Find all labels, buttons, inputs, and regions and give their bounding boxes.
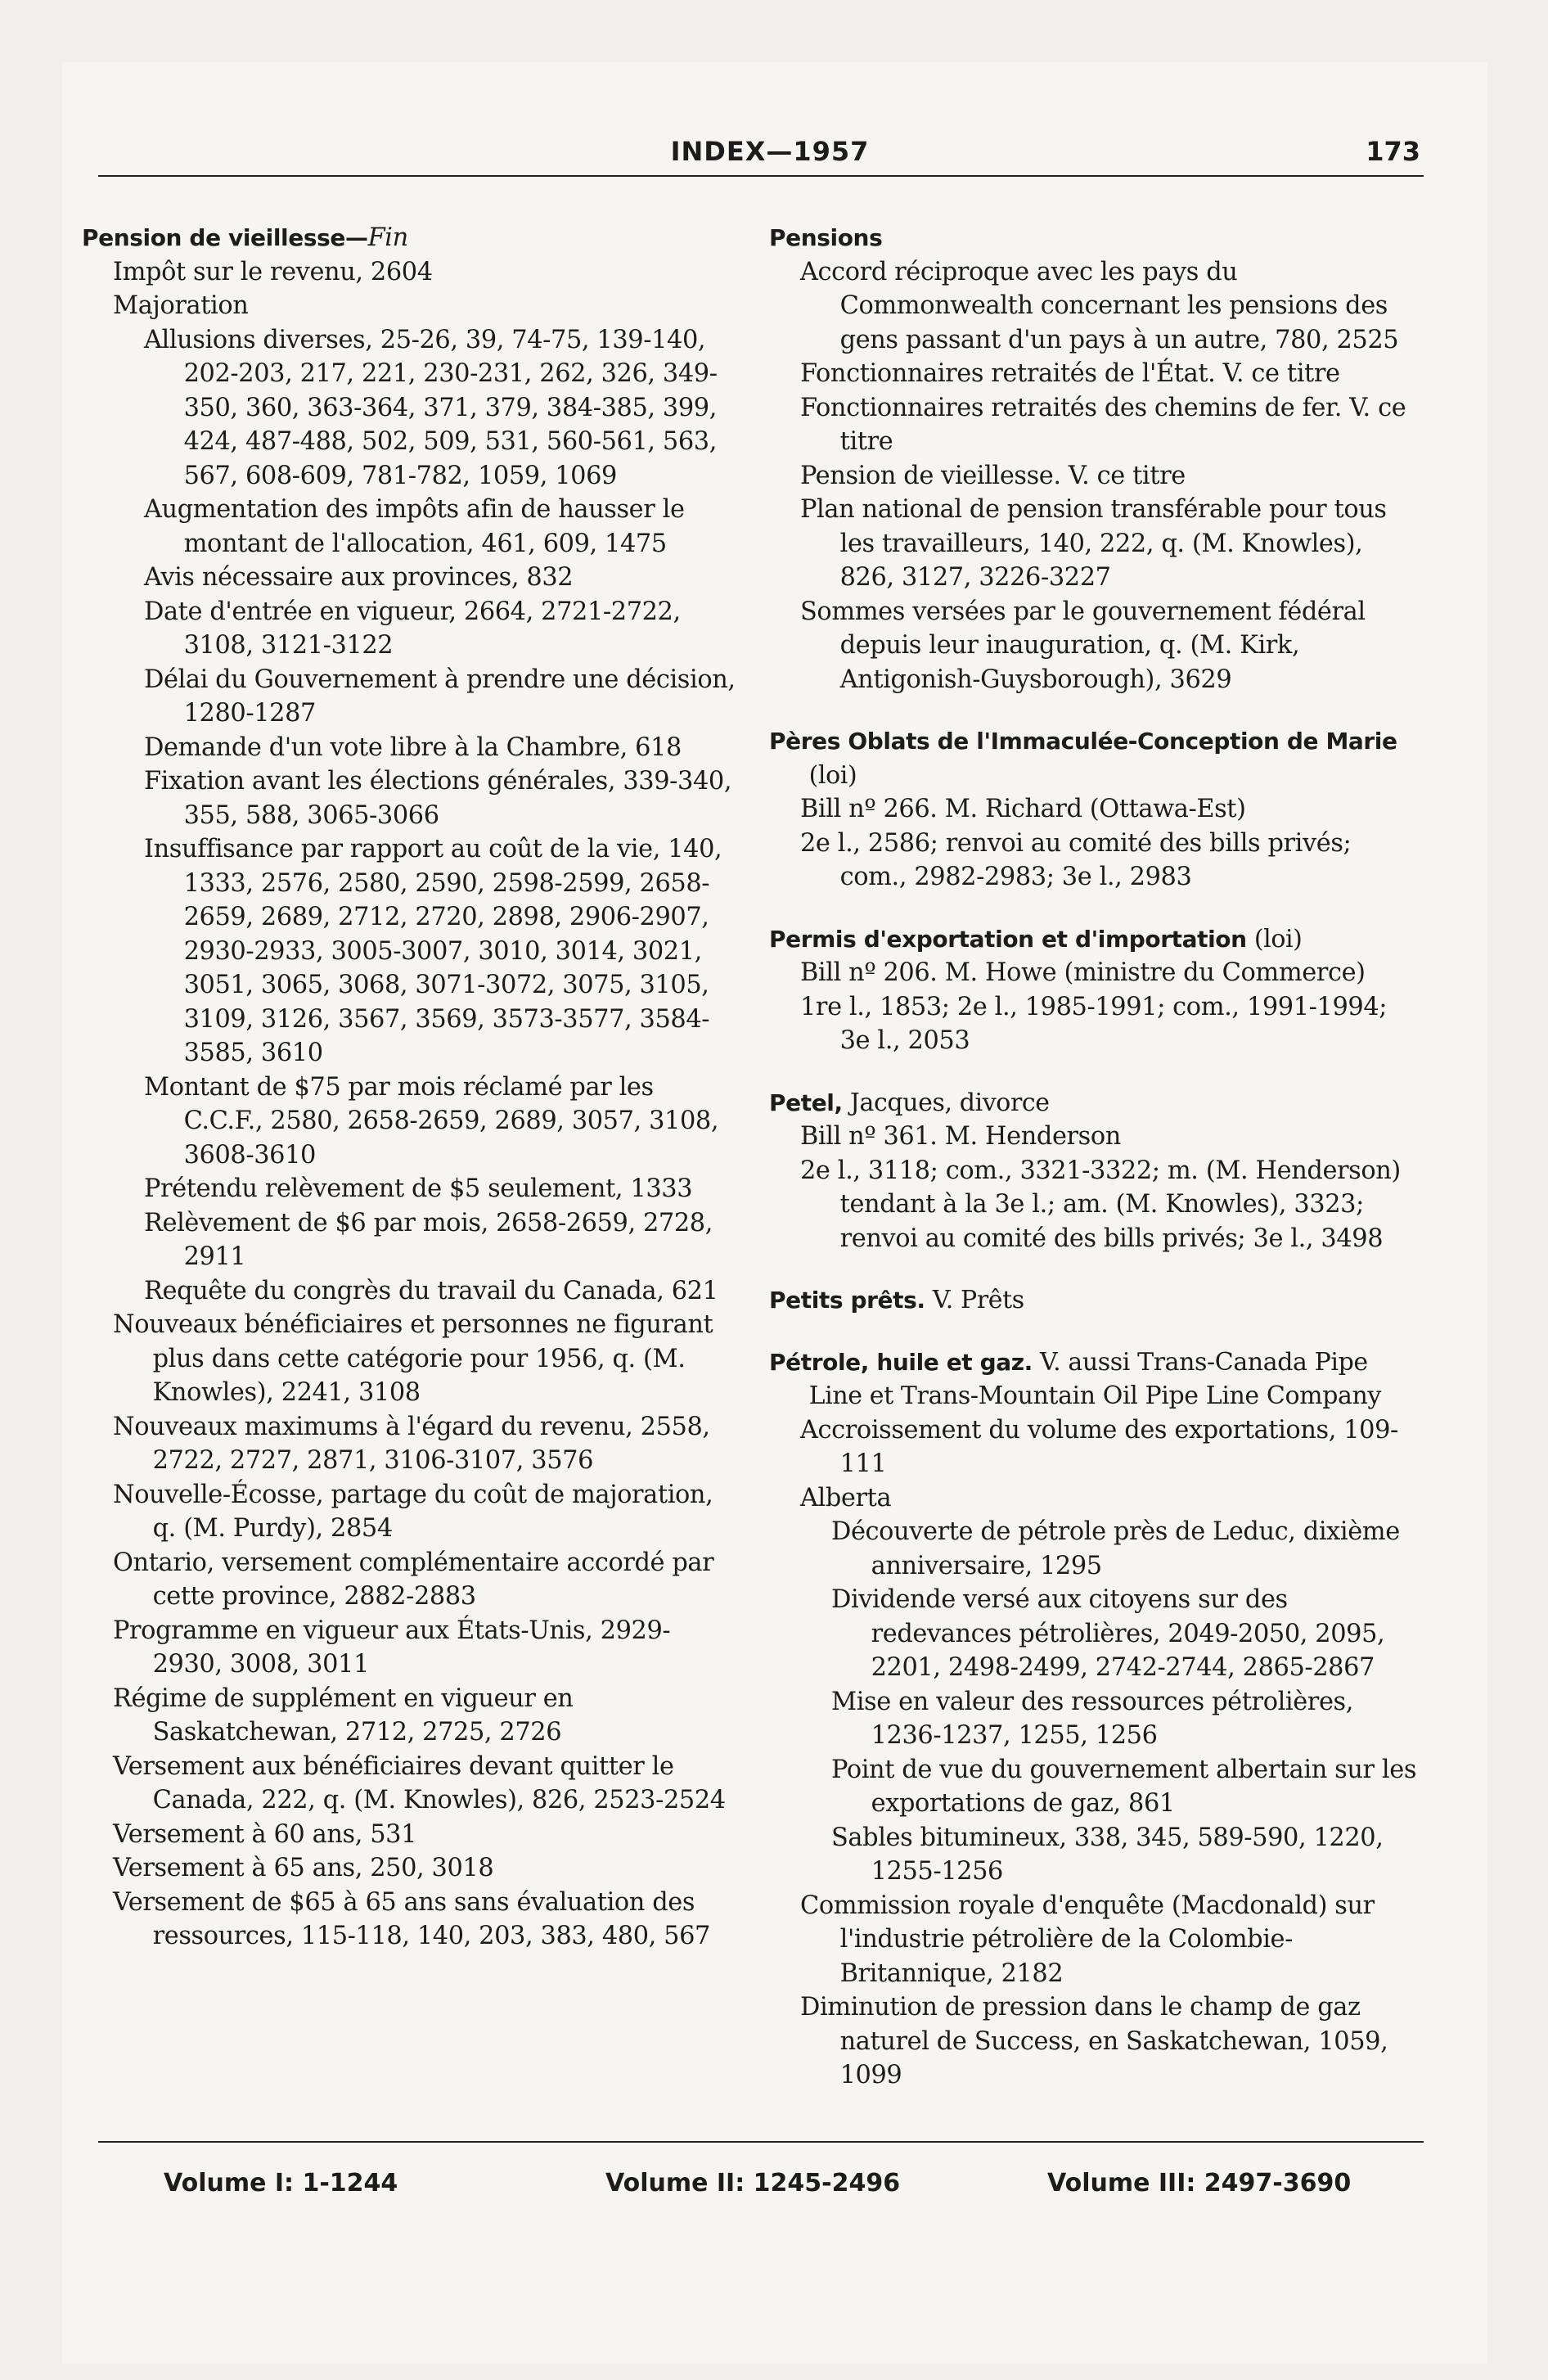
index-entry: Délai du Gouvernement à prendre une décision, 1280-1287 bbox=[144, 665, 736, 728]
index-heading: Petel, Jacques, divorce bbox=[769, 1088, 1050, 1117]
index-entry: Demande d'un vote libre à la Chambre, 618 bbox=[144, 732, 682, 762]
index-block bbox=[769, 1086, 1424, 1256]
index-entry: Impôt sur le revenu, 2604 bbox=[113, 257, 433, 286]
index-entry: Prétendu relèvement de $5 seulement, 1333 bbox=[144, 1174, 693, 1203]
index-entry: Requête du congrès du travail du Canada, 621 bbox=[144, 1276, 718, 1305]
index-entry: Montant de $75 par mois réclamé par les C.C.F., 2580, 2658-2659, 2689, 3057, 3108, 3608-3610 bbox=[144, 1072, 719, 1170]
index-entry: Plan national de pension transférable pour tous les travailleurs, 140, 222, q. (M. Knowles), 826, 3127, 3226-3227 bbox=[800, 495, 1387, 592]
index-entry: Augmentation des impôts afin de hausser le montant de l'allocation, 461, 609, 1475 bbox=[144, 495, 685, 558]
index-entry: Versement à 60 ans, 531 bbox=[113, 1819, 417, 1849]
index-entry: Avis nécessaire aux provinces, 832 bbox=[144, 563, 574, 592]
index-block bbox=[769, 922, 1424, 1058]
index-entry: Dividende versé aux citoyens sur des redevances pétrolières, 2049-2050, 2095, 2201, 2498-2499, 2742-2744, 2865-2867 bbox=[831, 1585, 1385, 1682]
index-heading: Petits prêts. V. Prêts bbox=[769, 1286, 1024, 1314]
index-entry: Insuffisance par rapport au coût de la vie, 140, 1333, 2576, 2580, 2590, 2598-2599, 2658-2659, 2689, 2712, 2720, 2898, 2906-2907, 2930-2933, 3005-3007, 3010, 3014, 3021, 3051, 3065, 3068, 3071-3072, 3075, 3105, 3109, 3126, 3567, 3569, 3573-3577, 3584-3585, 3610 bbox=[144, 835, 722, 1067]
index-heading: Pensions bbox=[769, 224, 883, 251]
index-heading: Pension de vieillesse—Fin bbox=[82, 223, 408, 252]
index-block bbox=[769, 221, 1424, 696]
index-entry: Versement à 65 ans, 250, 3018 bbox=[113, 1854, 494, 1882]
index-entry: Versement de $65 à 65 ans sans évaluation des ressources, 115-118, 140, 203, 383, 480, 567 bbox=[113, 1887, 710, 1950]
page-header bbox=[119, 136, 1420, 177]
index-entry: Pension de vieillesse. V. ce titre bbox=[800, 461, 1186, 490]
index-entry: 2e l., 3118; com., 3321-3322; m. (M. Henderson) tendant à la 3e l.; am. (M. Knowles), 3323; renvoi au comité des bills privés; 3e l., 3498 bbox=[800, 1156, 1401, 1253]
index-entry: Diminution de pression dans le champ de gaz naturel de Success, en Saskatchewan, 1059, 1099 bbox=[800, 1993, 1388, 2089]
index-entry: Accord réciproque avec les pays du Commonwealth concernant les pensions des gens passant d'un pays à un autre, 780, 2525 bbox=[800, 257, 1399, 354]
index-entry: Allusions diverses, 25-26, 39, 74-75, 139-140, 202-203, 217, 221, 230-231, 262, 326, 349-350, 360, 363-364, 371, 379, 384-385, 399, 424, 487-488, 502, 509, 531, 560-561, 563, 567, 608-609, 781-782, 1059, 1069 bbox=[144, 325, 718, 490]
index-entry: Point de vue du gouvernement albertain sur les exportations de gaz, 861 bbox=[831, 1755, 1417, 1818]
index-entry: Date d'entrée en vigueur, 2664, 2721-2722, 3108, 3121-3122 bbox=[144, 597, 681, 660]
index-entry: 1re l., 1853; 2e l., 1985-1991; com., 1991-1994; 3e l., 2053 bbox=[800, 992, 1388, 1055]
index-entry: Accroissement du volume des exportations, 109-111 bbox=[800, 1415, 1398, 1478]
page-number: 173 bbox=[1366, 136, 1420, 167]
index-entry: Nouveaux bénéficiaires et personnes ne figurant plus dans cette catégorie pour 1956, q. (M. Knowles), 2241, 3108 bbox=[113, 1310, 713, 1407]
footer-rule bbox=[98, 2141, 1424, 2143]
index-entry: Fonctionnaires retraités des chemins de fer. V. ce titre bbox=[800, 393, 1406, 456]
volume-2-range: Volume II: 1245-2496 bbox=[605, 2169, 901, 2197]
index-entry: Bill nº 266. M. Richard (Ottawa-Est) bbox=[800, 795, 1246, 823]
index-block bbox=[769, 724, 1424, 895]
index-heading: Pères Oblats de l'Immaculée-Conception de Marie (loi) bbox=[769, 728, 1397, 790]
index-entry: Sables bitumineux, 338, 345, 589-590, 1220, 1255-1256 bbox=[831, 1823, 1384, 1886]
index-entry: Bill nº 361. M. Henderson bbox=[800, 1122, 1121, 1151]
index-block bbox=[769, 1346, 1424, 2093]
volume-1-range: Volume I: 1-1244 bbox=[164, 2169, 398, 2197]
index-entry: Commission royale d'enquête (Macdonald) sur l'industrie pétrolière de la Colombie-Britannique, 2182 bbox=[800, 1891, 1375, 1988]
index-entry: Versement aux bénéficiaires devant quitter le Canada, 222, q. (M. Knowles), 826, 2523-2524 bbox=[113, 1751, 726, 1814]
index-entry: Découverte de pétrole près de Leduc, dixième anniversaire, 1295 bbox=[831, 1517, 1400, 1580]
index-entry: Ontario, versement complémentaire accordé par cette province, 2882-2883 bbox=[113, 1548, 714, 1611]
index-entry: Régime de supplément en vigueur en Saskatchewan, 2712, 2725, 2726 bbox=[113, 1684, 574, 1747]
index-entry: Nouveaux maximums à l'égard du revenu, 2558, 2722, 2727, 2871, 3106-3107, 3576 bbox=[113, 1412, 710, 1475]
index-entry: Mise en valeur des ressources pétrolières, 1236-1237, 1255, 1256 bbox=[831, 1687, 1353, 1750]
index-entry: Majoration bbox=[113, 291, 249, 320]
index-block bbox=[769, 1283, 1424, 1318]
index-entry: Relèvement de $6 par mois, 2658-2659, 2728, 2911 bbox=[144, 1208, 713, 1271]
volume-3-range: Volume III: 2497-3690 bbox=[1047, 2169, 1352, 2197]
index-heading: Pétrole, huile et gaz. V. aussi Trans-Canada Pipe Line et Trans-Mountain Oil Pipe Line Company bbox=[769, 1347, 1381, 1410]
running-title: INDEX—1957 bbox=[670, 136, 870, 167]
index-entry: Fixation avant les élections générales, 339-340, 355, 588, 3065-3066 bbox=[144, 767, 732, 830]
left-column bbox=[82, 221, 736, 1954]
index-entry: Bill nº 206. M. Howe (ministre du Commerce) bbox=[800, 958, 1366, 987]
right-column bbox=[769, 221, 1424, 2093]
left-entries bbox=[82, 255, 736, 1954]
index-heading: Permis d'exportation et d'importation (loi) bbox=[769, 924, 1303, 953]
index-entry: Programme en vigueur aux États-Unis, 2929-2930, 3008, 3011 bbox=[113, 1616, 671, 1679]
index-entry: Sommes versées par le gouvernement fédéral depuis leur inauguration, q. (M. Kirk, Antigonish-Guysborough), 3629 bbox=[800, 597, 1366, 694]
index-entry: Nouvelle-Écosse, partage du coût de majoration, q. (M. Purdy), 2854 bbox=[113, 1480, 713, 1543]
header-rule bbox=[98, 175, 1424, 177]
index-entry: 2e l., 2586; renvoi au comité des bills privés; com., 2982-2983; 3e l., 2983 bbox=[800, 828, 1352, 891]
index-entry: Alberta bbox=[800, 1483, 892, 1512]
index-entry: Fonctionnaires retraités de l'État. V. ce titre bbox=[800, 359, 1340, 388]
